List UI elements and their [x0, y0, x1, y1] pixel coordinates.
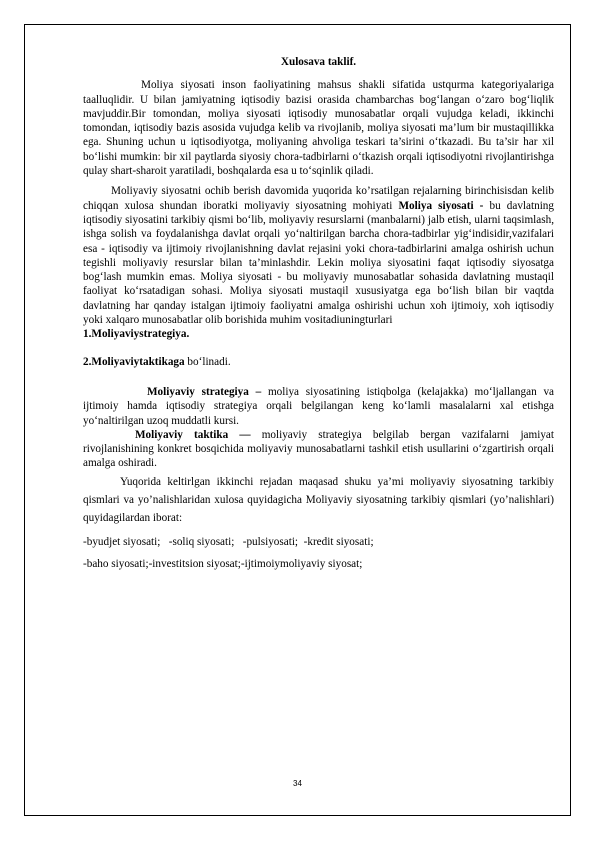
- list-item-tactics: [83, 355, 554, 369]
- section-title: Xulosava taklif.: [280, 56, 357, 68]
- components-list-line-2: -baho siyosati;-investitsion siyosat;-ijtimoiymoliyaviy siyosat;: [83, 558, 363, 571]
- list-item-tactics-rest: bo‘linadi.: [184, 355, 231, 368]
- term-tactics: 2.Moliyaviytaktikaga: [83, 355, 185, 368]
- term-strategy: Moliyaviy strategiya –: [147, 385, 262, 398]
- paragraph-components: Yuqorida keltirlgan ikkinchi rejadan maqasad shuku ya’mi moliyaviy siyosatning tarkibiy qismlari va yo’nalishlaridan xulosa quyidagicha Moliyaviy siyosatning tarkibiy qismlari (yo’nalishlari) quyidagilardan iborat:: [83, 475, 554, 524]
- paragraph-definition: [83, 184, 554, 327]
- list-item-strategy: 1.Moliyaviystrategiya.: [83, 328, 190, 341]
- term-moliya-siyosati: Moliya siyosati -: [398, 199, 484, 212]
- paragraph-definition-body: bu davlatning iqtisodiy siyosatini tarkibiy qismi bo‘lib, moliyaviy resurslarni (manbalarni) jalb etish, ularni taqsimlash, ishga solish va foydalanishga davlat orqali yo‘naltirilgan barcha chora-tadbirlar yig‘indisidir,vazifalari esa - iqtisodiy va ijtimoiy rivojlanishning davlat rejasini yoki chora-tadbirlarini amalga oshirish uchun tegishli moliyaviy resurslar bilan ta’minlashdir. Lekin moliya siyosatini faqat iqtisodiy siyosatga bog‘lash mumkin emas. Moliya siyosati - bu moliyaviy munosabatlar sohasida davlatning mustaqil faoliyat ko‘rsatadigan sohasi. Moliya siyosati mustaqil xususiyatga ega bo‘lish bilan bir vaqtda davlatning har qanday istalgan ijtimoiy faoliyatni amalga oshirishi uchun xoh ijtimoiy, xoh iqtisodiy yoki xalqaro munosabatlar olib borishida muhim vositadiuningturlari: [83, 199, 554, 327]
- paragraph-strategy-body: moliya siyosatining istiqbolga (kelajakka) mo‘ljallangan va ijtimoiy hamda iqtisodiy strategiya orqali belgilangan keng ko‘lamli masalalarni xal etishga yo‘naltirilgan uzoq muddatli kursi.: [83, 385, 554, 427]
- paragraph-definition-lead: Moliyaviy siyosatni ochib berish davomida yuqorida ko’rsatilgan rejalarning birinchisisdan kelib chiqqan xulosa shundan iboratki moliyaviy siyosatning mohiyati: [83, 185, 554, 212]
- components-list-line-1: -byudjet siyosati; -soliq siyosati; -pulsiyosati; -kredit siyosati;: [83, 535, 374, 548]
- document-body: [83, 55, 554, 571]
- paragraph-intro: Moliya siyosati inson faoliyatining mahsus shakli sifatida ustqurma kategoriyalariga taalluqlidir. U bilan jamiyatning iqtisodiy bazisi orasida chambarchas bog‘langan o‘zaro bog‘liqlik mavjuddir.Bir tomondan, moliya siyosati iqtisodiy munosabatlar orqali vujudga keladi, ikkinchi tomondan, iqtisodiy bazis asosida vujudga kelib va rivojlanib, moliya siyosati ma’lum bir mustaqillikka ega. Shuning uchun u iqtisodiyotga, moliyaning ahvoliga teskari ta’sirini o‘tkazadi. Bu ta’sir har xil bo‘lishi mumkin: bir xil paytlarda siyosiy chora-tadbirlarni o‘tkazish orqali iqtisodiyotni rivojlantirishga qulay shart-sharoit yaratiladi, boshqalarda esa u to‘sqinlik qiladi.: [83, 79, 554, 178]
- paragraph-strategy: [83, 385, 554, 428]
- paragraph-tactics-body: moliyaviy strategiya belgilab bergan vazifalarni jamiyat rivojlanishining konkret bosqichida moliyaviy munosabatlarni tashkil etish usullarini o‘zgartirish orqali amalga oshiradi.: [83, 428, 554, 470]
- page-number: 34: [293, 779, 302, 788]
- paragraph-tactics: [83, 428, 554, 471]
- term-tactics-def: Moliyaviy taktika —: [135, 428, 251, 441]
